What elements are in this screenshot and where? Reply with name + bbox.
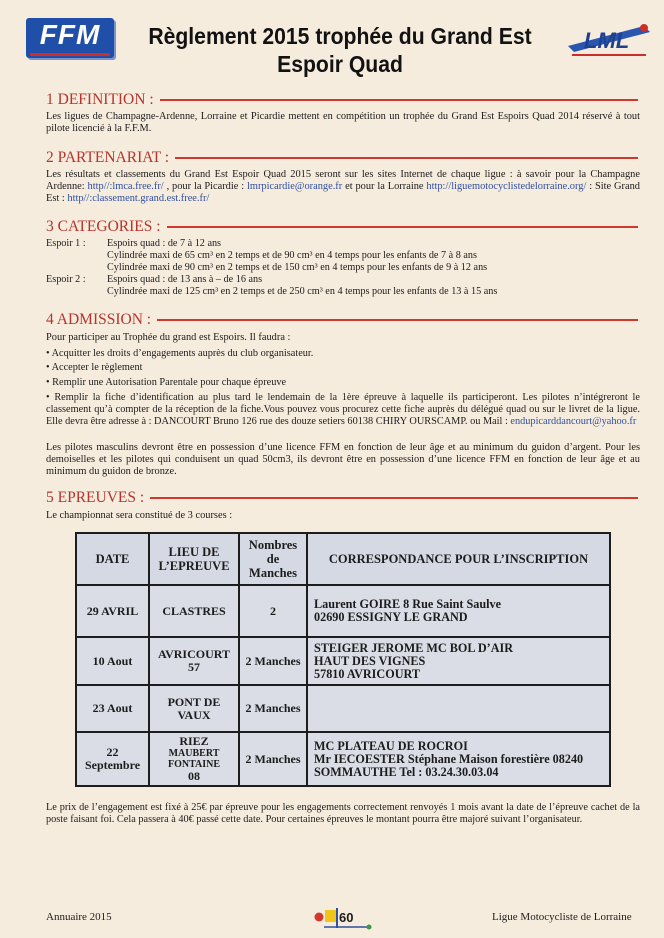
partenariat-text-c: et pour la Lorraine [342, 181, 427, 192]
table-row [76, 732, 610, 786]
heading-rule [150, 497, 638, 499]
corr-line: MC PLATEAU DE ROCROI [314, 738, 468, 753]
ffm-logo [26, 18, 114, 58]
cell-date: 23 Aout [76, 685, 149, 732]
admission-heading-label: 4 ADMISSION : [46, 311, 152, 328]
section-admission-heading [46, 310, 638, 330]
admission-licence-text: Les pilotes masculins devront être en possession d’une licence FFM en fonction de leur âge et au minimum du guidon d’argent. Pour les demoiselles et les pilotes qui conduisent un quad 50cm3, ils devront être en possession d’une licence FFM en fonction de leur âge et au minimum du guidon de bronze. [46, 442, 640, 477]
heading-rule [175, 157, 638, 159]
corr-line: Mr IECOESTER Stéphane Maison forestière 08240 [314, 751, 584, 766]
title-line-1: Règlement 2015 trophée du Grand Est [148, 23, 532, 49]
table-header-row [76, 533, 610, 585]
link-classement[interactable]: http//:classement.grand.est.free.fr/ [67, 193, 210, 204]
cell-correspondance [307, 685, 610, 732]
cell-manches: 2 Manches [239, 685, 307, 732]
corr-line: Laurent GOIRE 8 Rue Saint Saulve [314, 597, 502, 611]
lieu-line: 08 [188, 769, 200, 783]
page-number: 60 [339, 910, 354, 925]
header-date: DATE [76, 533, 149, 585]
header-lieu: LIEU DE L’EPREUVE [149, 533, 239, 585]
page-number-badge [314, 904, 374, 932]
categories-heading-label: 3 CATEGORIES : [46, 218, 161, 235]
partenariat-text-a: Les résultats et classements du Grand Est Espoir Quad 2015 seront sur les sites Internet de chaque ligue : à savoir pour la Champagne Ardenne: [46, 169, 640, 192]
lieu-line: MAUBERT [168, 748, 220, 759]
section-definition-heading [46, 90, 638, 110]
cell-correspondance [307, 637, 610, 685]
espoir1-label: Espoir 1 : [46, 238, 86, 249]
cell-manches: 2 Manches [239, 732, 307, 786]
cell-lieu [149, 732, 239, 786]
admission-bullet-4-text: • Remplir la fiche d’identification au plus tard le lendemain de la 1ère épreuve à laquelle ils participeront. Les pilotes n’intégreront le classement qu’à compter de la réception de la fiche.Vous pouvez vous procurez cette fiche auprès du délégué quad ou sur le livret de la ligue. Elle devra être adresse à : DANCOURT Bruno 126 rue des douze setiers 60138 CHIRY OURSCAMP. ou Mail : [46, 392, 640, 427]
admission-bullet-3: • Remplir une Autorisation Parentale pour chaque épreuve [46, 377, 287, 388]
epreuves-heading-label: 5 EPREUVES : [46, 489, 145, 506]
partenariat-heading-label: 2 PARTENARIAT : [46, 149, 170, 166]
link-lorraine[interactable]: http://liguemotocyclistedelorraine.org/ [426, 181, 587, 192]
espoir2-line-2: Cylindrée maxi de 125 cm³ en 2 temps et de 250 cm³ en 4 temps pour les enfants de 13 à 15 ans [107, 286, 498, 297]
partenariat-text-d: : Site Grand Est : [46, 181, 640, 204]
partenariat-text [46, 169, 640, 205]
espoir1-line-2: Cylindrée maxi de 65 cm³ en 2 temps et de 90 cm³ en 4 temps pour les enfants de 7 à 8 ans [107, 250, 477, 261]
corr-line: 57810 AVRICOURT [314, 666, 421, 681]
epreuves-intro: Le championnat sera constitué de 3 courses : [46, 510, 233, 521]
cell-lieu: CLASTRES [149, 585, 239, 637]
definition-text: Les ligues de Champagne-Ardenne, Lorraine et Picardie mettent en compétition un trophée du Grand Est Espoirs Quad 2014 réservé à tout pilote licencié à la F.F.M. [46, 111, 640, 134]
corr-line: HAUT DES VIGNES [314, 653, 426, 668]
table-row [76, 637, 610, 685]
link-lmca[interactable]: http//:lmca.free.fr/ [87, 181, 164, 192]
page-title [138, 22, 543, 78]
admission-bullet-2: • Accepter le règlement [46, 362, 143, 373]
cell-date: 10 Aout [76, 637, 149, 685]
header-correspondance: CORRESPONDANCE POUR L’INSCRIPTION [307, 533, 610, 585]
admission-intro: Pour participer au Trophée du grand est Espoirs. Il faudra : [46, 332, 291, 343]
link-lmrpicardie[interactable]: lmrpicardie@orange.fr [246, 181, 343, 192]
corr-line: STEIGER JEROME MC BOL D’AIR [314, 640, 514, 655]
cell-lieu: AVRICOURT 57 [149, 637, 239, 685]
corr-line: 02690 ESSIGNY LE GRAND [314, 610, 468, 624]
espoir2-line-1: Espoirs quad : de 13 ans à – de 16 ans [107, 274, 263, 285]
section-epreuves-heading [46, 488, 638, 508]
footer-left: Annuaire 2015 [46, 911, 112, 923]
admission-bullet-1: • Acquitter les droits d’engagements auprès du club organisateur. [46, 348, 314, 359]
definition-heading-label: 1 DEFINITION : [46, 91, 154, 108]
lml-logo [564, 18, 654, 60]
heading-rule [167, 226, 638, 228]
cell-lieu: PONT DE VAUX [149, 685, 239, 732]
cell-manches: 2 [239, 585, 307, 637]
section-categories-heading [46, 217, 638, 237]
ffm-logo-text: FFM [39, 19, 101, 50]
title-line-2: Espoir Quad [277, 51, 403, 77]
espoir1-line-1: Espoirs quad : de 7 à 12 ans [107, 238, 222, 249]
partenariat-text-b: , pour la Picardie : [163, 181, 247, 192]
admission-bullet-4 [46, 392, 640, 428]
corr-line: SOMMAUTHE Tel : 03.24.30.03.04 [314, 764, 499, 779]
heading-rule [157, 319, 638, 321]
lieu-line: RIEZ [179, 734, 209, 748]
heading-rule [160, 99, 638, 101]
table-row [76, 585, 610, 637]
section-partenariat-heading [46, 148, 638, 168]
epreuves-table [75, 532, 611, 787]
cell-manches: 2 Manches [239, 637, 307, 685]
table-row [76, 685, 610, 732]
espoir1-line-3: Cylindrée maxi de 90 cm³ en 2 temps et de 150 cm³ en 4 temps pour les enfants de 9 à 12 ans [107, 262, 488, 273]
header-manches: Nombres de Manches [239, 533, 307, 585]
tarif-text: Le prix de l’engagement est fixé à 25€ par épreuve pour les engagements correctement renvoyés 1 mois avant la date de l’épreuve cachet de la poste faisant foi. Cela passera à 40€ passé cette date. Pour certaines épreuves le montant pourra être majoré suivant l’organisateur. [46, 802, 640, 825]
lml-logo-text: LML [584, 28, 630, 53]
cell-date: 22 Septembre [76, 732, 149, 786]
footer-right: Ligue Motocycliste de Lorraine [492, 911, 632, 923]
cell-correspondance [307, 585, 610, 637]
cell-date: 29 AVRIL [76, 585, 149, 637]
dancourt-email-link[interactable]: endupicarddancourt@yahoo.fr [510, 416, 637, 427]
cell-correspondance [307, 732, 610, 786]
lieu-line: FONTAINE [167, 759, 221, 770]
espoir2-label: Espoir 2 : [46, 274, 86, 285]
